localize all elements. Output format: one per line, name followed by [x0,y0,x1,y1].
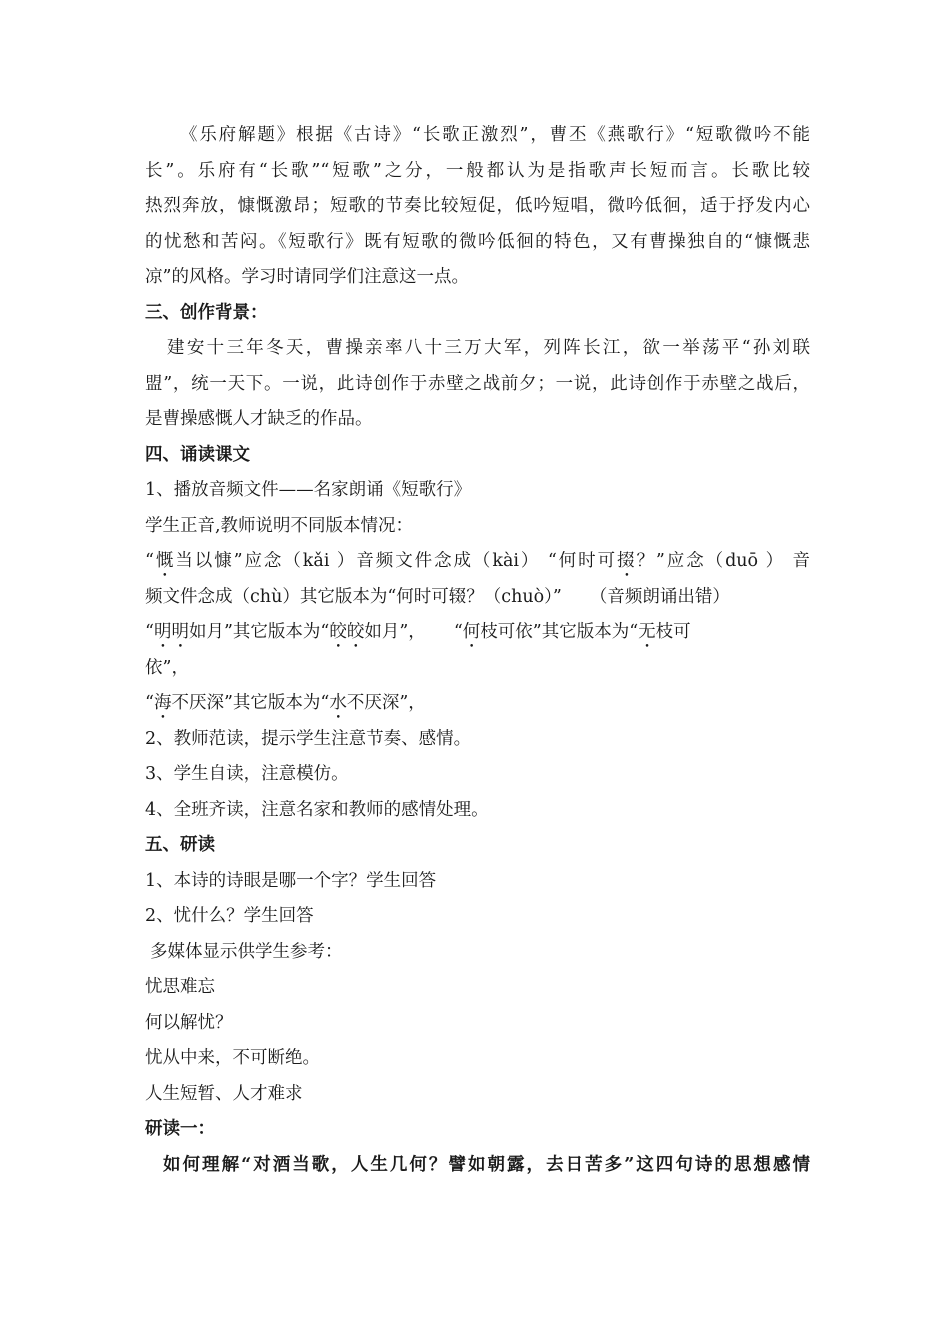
emphasis-char: 何 [462,622,481,642]
sub-heading: 研读一： [145,1119,215,1139]
paragraph-line: 热烈奔放，慷慨激昂；短歌的节奏比较短促，低吟短唱，微吟低徊，适于抒发内心 [145,196,810,216]
text-span: 不厌深”其它版本为“ [171,693,330,713]
note-line: 学生正音,教师说明不同版本情况： [145,515,414,536]
paragraph-line: 盟”，统一天下。一说，此诗创作于赤壁之战前夕；一说，此诗创作于赤壁之战后， [145,373,810,394]
section-heading: 四、诵读课文 [145,444,250,465]
media-line: 人生短暂、人才难求 [145,1083,303,1104]
list-item: 2、教师范读，提示学生注意节奏、感情。 [145,728,472,749]
text-span: 不厌深”， [346,693,426,713]
reading-note-line: 依”， [145,657,189,678]
list-item: 1、本诗的诗眼是哪一个字？学生回答 [145,870,437,891]
text-span: ？”应念（duō ） 音 [636,551,810,571]
text-span: “ [453,622,463,642]
paragraph-line: 建安十三年冬天，曹操亲率八十三万大军，列阵长江，欲一举荡平“孙刘联 [167,338,810,358]
text-span: 当以慷”应念（kǎi ）音频文件念成（kài） “何时可 [175,551,618,571]
emphasis-char: 掇 [617,551,637,571]
list-item: 3、学生自读，注意模仿。 [145,764,349,784]
paragraph-line: 的忧愁和苦闷。《短歌行》既有短歌的微吟低徊的特色，又有曹操独自的“慷慨悲 [145,231,810,252]
paragraph-line: 长”。乐府有“长歌”“短歌”之分，一般都认为是指歌声长短而言。长歌比较 [145,160,810,181]
emphasis-char: 皎皎 [329,622,365,642]
document-page [145,118,810,1183]
reading-note-line [145,686,810,722]
text-span: 频文件念成（chù）其它版本为“何时可辍？（chuò）” [145,586,562,607]
reading-note-line [145,544,810,580]
reading-note-line [145,615,810,651]
media-line: 忧思难忘 [145,977,215,997]
emphasis-char: 慨 [153,551,176,571]
list-item: 4、全班齐读，注意名家和教师的感情处理。 [145,799,489,820]
text-span: “ [145,622,154,642]
section-heading: 五、研读 [145,835,215,855]
media-line: 忧从中来，不可断绝。 [145,1048,320,1068]
paragraph-line: 凉”的风格。学习时请同学们注意这一点。 [145,267,469,287]
text-span: 如月”其它版本为“ [188,622,330,642]
text-span: （音频朗诵出错） [589,586,730,607]
reading-note-line [145,580,810,616]
text-span: “ [145,693,154,713]
list-item: 2、忧什么？学生回答 [145,906,314,926]
text-span: 枝可依”其它版本为“ [480,622,639,642]
text-span: “ [145,551,154,571]
emphasis-char: 无 [638,622,656,642]
emphasis-char: 水 [329,693,347,713]
emphasis-char: 海 [153,693,172,713]
text-span: 枝可 [655,622,691,642]
paragraph-line: 是曹操感慨人才缺乏的作品。 [145,409,373,429]
text-span: 如月”， [364,622,426,642]
question-line: 如何理解“对酒当歌，人生几何？譬如朝露，去日苦多”这四句诗的思想感情 [163,1154,810,1175]
media-line: 何以解忧？ [145,1012,233,1033]
list-item: 1、播放音频文件——名家朗诵《短歌行》 [145,480,472,500]
emphasis-char: 明明 [153,622,189,642]
paragraph-line: 《乐府解题》根据《古诗》“长歌正激烈”，曹丕《燕歌行》“短歌微吟不能 [180,125,810,145]
note-line: 多媒体显示供学生参考： [150,941,343,962]
section-heading: 三、创作背景： [145,302,268,323]
